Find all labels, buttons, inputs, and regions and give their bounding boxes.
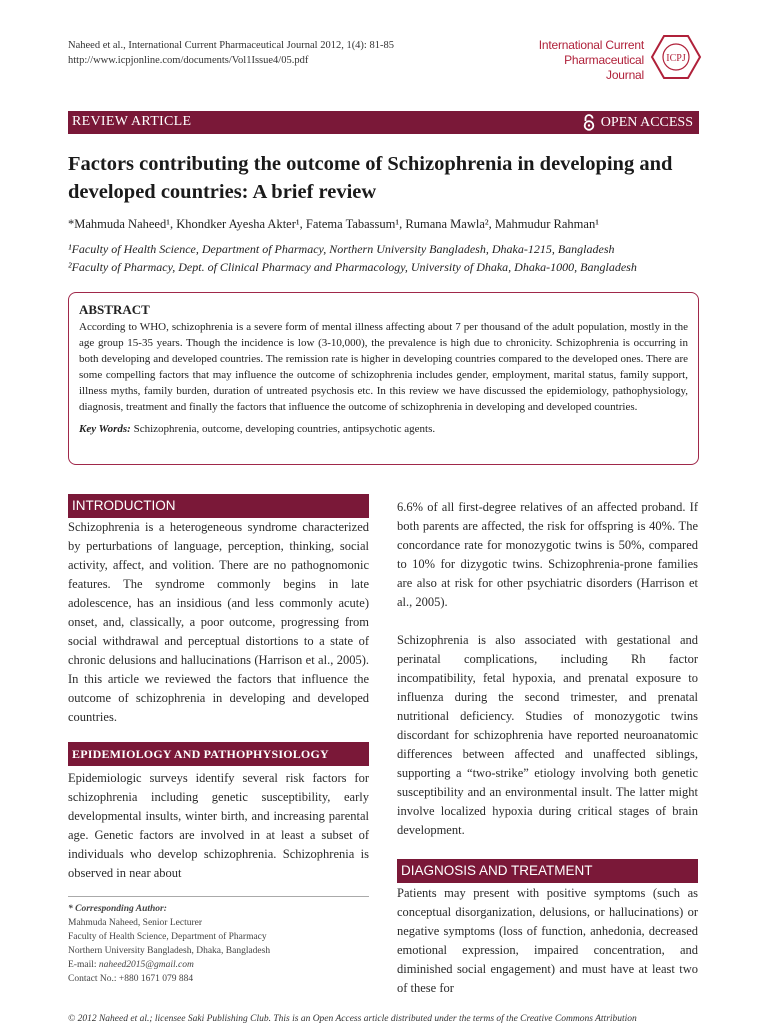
affiliation-1: ¹Faculty of Health Science, Department of Pharmacy, Northern University Bangladesh, Dhaka-1215, Bangladesh bbox=[68, 242, 615, 256]
author-list: *Mahmuda Naheed¹, Khondker Ayesha Akter¹, Fatema Tabassum¹, Rumana Mawla², Mahmudur Rahman¹ bbox=[68, 217, 599, 231]
journal-logo bbox=[536, 34, 706, 84]
right-paragraph-1: 6.6% of all first-degree relatives of an affected proband. If both parents are affected, the risk for offspring is 40%. The concordance rate for monozygotic twins is 50%, compared to 10% for dizygotic twins. Schizophrenia-prone families are also at risk for other psychiatric disorders (Harrison et al., 2005). bbox=[397, 500, 698, 609]
citation-header bbox=[68, 38, 394, 68]
keywords bbox=[79, 421, 688, 437]
abstract-heading: ABSTRACT bbox=[79, 302, 150, 317]
journal-name bbox=[536, 38, 644, 83]
hexagon-logo-icon bbox=[650, 34, 702, 80]
right-paragraph-2: Schizophrenia is also associated with gestational and perinatal complications, including Rh factor incompatibility, fetal hypoxia, and prenatal exposure to influenza during the second trimester, and prenatal nutritional deficiency. Studies of monozygotic twins discordant for schizophrenia have reported neuroanatomic differences between affected and unaffected siblings, supporting a “two-strike” etiology involving both genetic susceptibility and an environmental insult. The latter might involve localized hypoxia during critical stages of brain development. bbox=[397, 633, 698, 837]
open-access-badge bbox=[582, 114, 693, 131]
diagnosis-text: Patients may present with positive symptoms (such as conceptual disorganization, delusions, or hallucinations) or negative symptoms (loss of function, anhedonia, decreased emotional expression, impaired concentration, and diminished social engagement) and must have at least two of these for bbox=[397, 886, 698, 995]
keywords-label: Key Words: bbox=[79, 423, 131, 435]
email-label: E-mail: bbox=[68, 960, 99, 970]
corresponding-univ: Northern University Bangladesh, Dhaka, Bangladesh bbox=[68, 946, 271, 956]
introduction-heading: INTRODUCTION bbox=[68, 494, 369, 518]
article-banner bbox=[68, 111, 699, 134]
abstract-box bbox=[68, 292, 699, 465]
journal-name-line2: Pharmaceutical Journal bbox=[564, 53, 644, 82]
email-link[interactable]: naheed2015@gmail.com bbox=[98, 960, 194, 970]
journal-name-line1: International Current bbox=[538, 38, 644, 52]
corresponding-dept: Faculty of Health Science, Department of Pharmacy bbox=[68, 932, 267, 942]
corresponding-contact: Contact No.: +880 1671 079 884 bbox=[68, 974, 194, 984]
open-access-lock-icon bbox=[582, 114, 596, 131]
logo-text: ICPJ bbox=[666, 53, 686, 64]
citation-line: Naheed et al., International Current Pharmaceutical Journal 2012, 1(4): 81-85 bbox=[68, 40, 394, 51]
citation-url[interactable]: http://www.icpjonline.com/documents/Vol1Issue4/05.pdf bbox=[68, 55, 309, 66]
introduction-text: Schizophrenia is a heterogeneous syndrome characterized by perturbations of language, perception, thinking, social activity, affect, and volition. There are no pathognomonic features. The syndrome commonly begins in late adolescence, has an insidious (and less commonly acute) onset, and, classically, a poor outcome, progressing from social withdrawal and perceptual distortions to a state of chronic delusions and hallucinations (Harrison et al., 2005). In this article we reviewed the factors that influence the outcome of schizophrenia in developing and developed countries. bbox=[68, 520, 369, 724]
affiliation-2: ²Faculty of Pharmacy, Dept. of Clinical Pharmacy and Pharmacology, University of Dhaka, Dhaka-1000, Bangladesh bbox=[68, 260, 637, 274]
corresponding-email-line bbox=[68, 958, 369, 972]
license-footer: © 2012 Naheed et al.; licensee Saki Publishing Club. This is an Open Access article distributed under the terms of the Creative Commons Attribution bbox=[68, 1014, 637, 1024]
right-column bbox=[397, 498, 698, 998]
corresponding-heading: * Corresponding Author: bbox=[68, 904, 167, 914]
epidemiology-heading: EPIDEMIOLOGY AND PATHOPHYSIOLOGY bbox=[68, 742, 369, 766]
article-type: REVIEW ARTICLE bbox=[72, 114, 192, 129]
keywords-text: Schizophrenia, outcome, developing countries, antipsychotic agents. bbox=[130, 423, 436, 435]
article-title: Factors contributing the outcome of Schizophrenia in developing and developed countries: A brief review bbox=[68, 153, 673, 203]
corresponding-name: Mahmuda Naheed, Senior Lecturer bbox=[68, 918, 203, 928]
open-access-label: OPEN ACCESS bbox=[600, 114, 693, 130]
epidemiology-text: Epidemiologic surveys identify several risk factors for schizophrenia including genetic susceptibility, early developmental insults, winter birth, and increasing parental age. Genetic factors are involved in at least a subset of individuals who develop schizophrenia. Schizophrenia is observed in near about bbox=[68, 771, 369, 880]
left-column bbox=[68, 494, 369, 883]
diagnosis-heading: DIAGNOSIS AND TREATMENT bbox=[397, 859, 698, 883]
corresponding-author bbox=[68, 896, 369, 986]
abstract-text: According to WHO, schizophrenia is a severe form of mental illness affecting about 7 per thousand of the adult population, mostly in the age group 15-35 years. Though the incidence is low (3-10,000), the prevalence is high due to chronicity. Schizophrenia is occurring in both developing and developed countries. The remission rate is higher in developing countries compared to the developed ones. There are some compelling factors that may influence the outcome of schizophrenia includes gender, employment, marital status, family support, illness myths, family burden, duration of untreated psychosis etc. In this review we have discussed the epidemiology, pathophysiology, diagnosis, treatment and finally the factors that influence the outcome of schizophrenia in developing and developed countries. bbox=[79, 321, 688, 413]
